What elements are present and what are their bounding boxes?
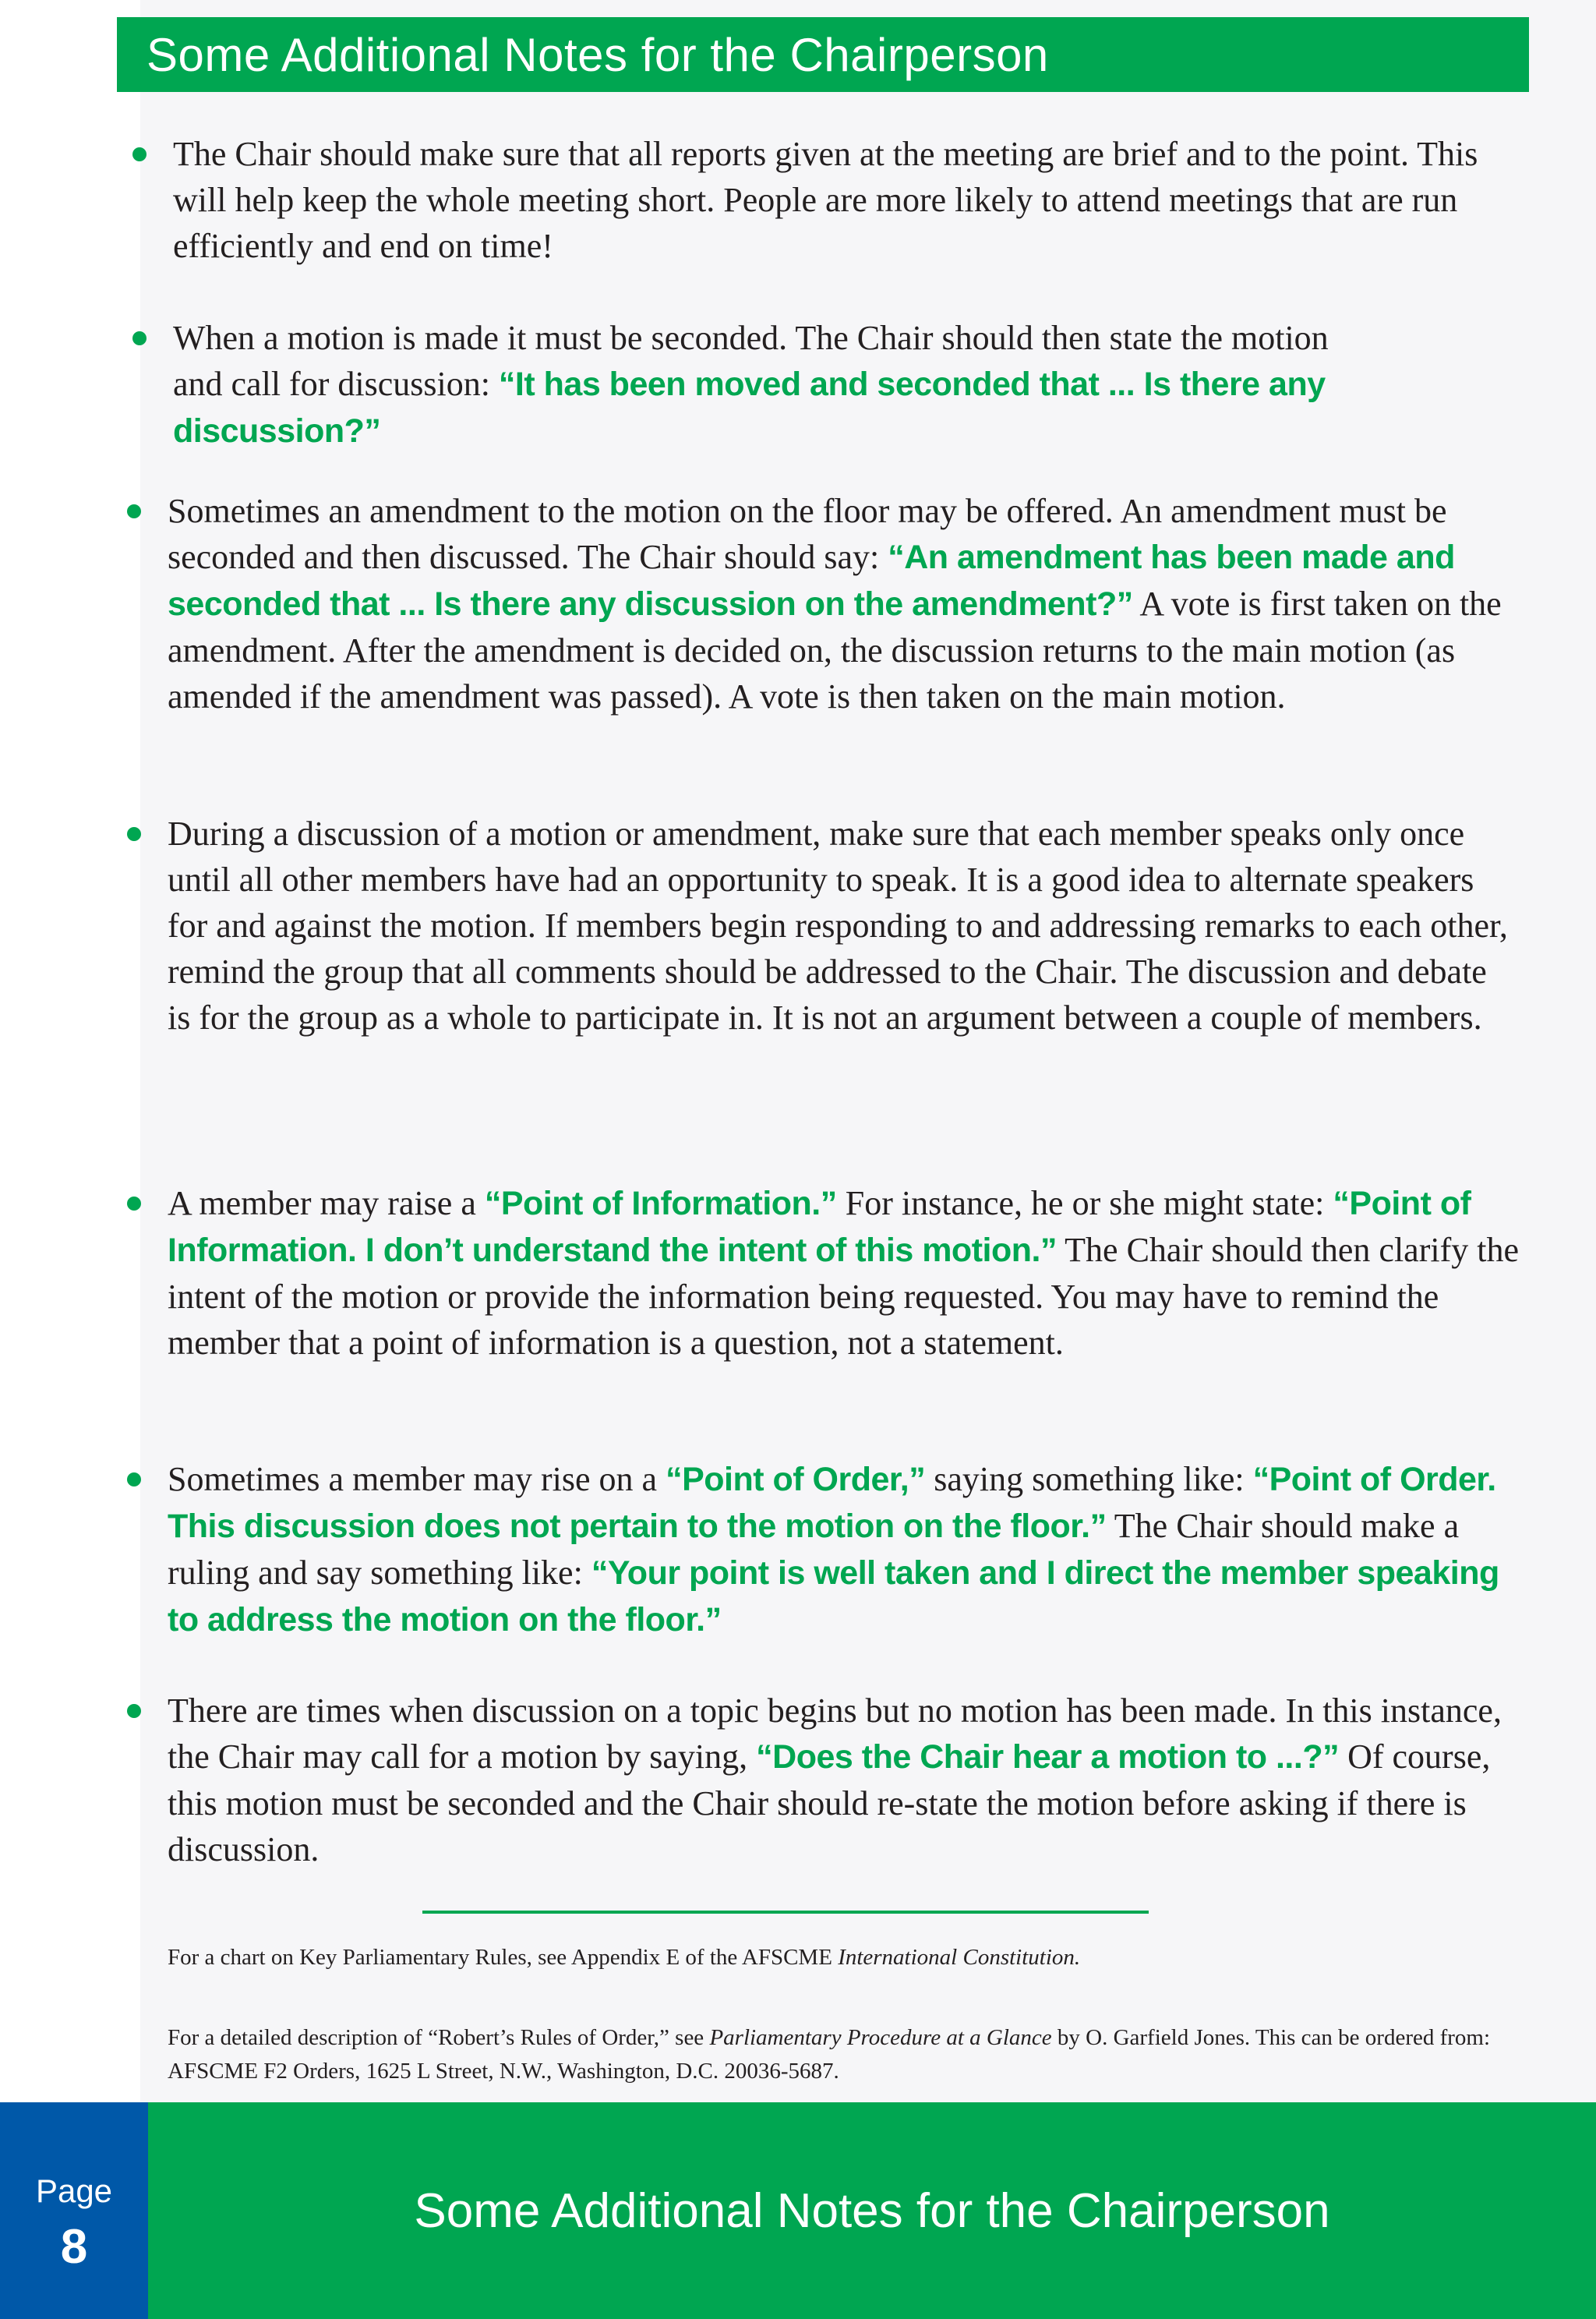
bullet-dot-icon — [127, 1472, 141, 1486]
quoted-phrase: “Point of Information. I don’t understand the intent of this motion.” — [168, 1185, 1471, 1269]
footnote — [168, 2021, 1492, 2088]
bullet-dot-icon — [132, 331, 147, 345]
bullet-text — [168, 1180, 1539, 1366]
text-run: The Chair should then clarify the intent of the motion or provide the information being requested. You may have to remind the member that a point of information is a question, not a statement. — [168, 1231, 1519, 1362]
page-number-box — [0, 2102, 148, 2319]
bullet-text — [173, 315, 1373, 454]
bullet-item — [168, 1180, 1539, 1366]
text-run: A vote is first taken on the amendment. After the amendment is decided on, the discussion returns to the main motion (as amended if the amendment was passed). A vote is then taken on the main motion. — [168, 585, 1502, 716]
italic-title: Parliamentary Procedure at a Glance — [709, 2025, 1052, 2050]
bullet-item — [173, 315, 1373, 454]
bullet-text — [168, 1456, 1508, 1643]
text-run: Of course, this motion must be seconded and the Chair should re-state the motion before asking if there is discussion. — [168, 1737, 1491, 1868]
text-run: For a detailed description of “Robert’s Rules of Order,” see — [168, 2025, 710, 2050]
text-run: by O. Garfield Jones. This can be ordered from: AFSCME F2 Orders, 1625 L Street, N.W., Washington, D.C. 20036-5687. — [168, 2025, 1491, 2084]
text-run: When a motion is made it must be seconded. The Chair should then state the motion and call for discussion: — [173, 319, 1329, 403]
section-divider — [422, 1911, 1149, 1914]
bullet-item — [168, 811, 1508, 1041]
quoted-phrase: “Point of Order,” — [666, 1461, 926, 1498]
bullet-text — [168, 811, 1508, 1041]
italic-title: International Constitution. — [838, 1945, 1081, 1970]
text-run: saying something like: — [925, 1460, 1253, 1498]
bullet-dot-icon — [127, 827, 141, 841]
footer-title: Some Additional Notes for the Chairperson — [414, 2183, 1330, 2238]
text-run: The Chair should make sure that all reports given at the meeting are brief and to the point. This will help keep the whole meeting short. People are more likely to attend meetings that are run efficiently and end on time! — [173, 135, 1478, 265]
bullet-dot-icon — [127, 1197, 141, 1211]
quoted-phrase: “It has been moved and seconded that ... Is there any discussion?” — [173, 366, 1326, 450]
quoted-phrase: “Point of Order. This discussion does not pertain to the motion on the floor.” — [168, 1461, 1496, 1545]
bullet-item — [168, 1456, 1508, 1643]
section-title: Some Additional Notes for the Chairperson — [147, 28, 1049, 81]
text-run: There are times when discussion on a topic begins but no motion has been made. In this instance, the Chair may call for a motion by saying, — [168, 1692, 1502, 1776]
text-run: For instance, he or she might state: — [836, 1184, 1333, 1222]
quoted-phrase: “Point of Information.” — [484, 1185, 837, 1222]
text-run: During a discussion of a motion or amendment, make sure that each member speaks only once until all other members have had an opportunity to speak. It is a good idea to alternate speakers for and against the motion. If members begin responding to and addressing remarks to each other, remind the group that all comments should be addressed to the Chair. The discussion and debate is for the group as a whole to participate in. It is not an argument between a couple of members. — [168, 815, 1508, 1037]
text-run: A member may raise a — [168, 1184, 485, 1222]
bullet-item — [168, 1688, 1531, 1872]
bullet-text — [168, 488, 1524, 719]
bullet-dot-icon — [127, 1704, 141, 1718]
bullet-dot-icon — [127, 504, 141, 518]
bullet-text — [168, 1688, 1531, 1872]
bullet-item — [168, 488, 1524, 719]
page-label: Page — [35, 2172, 113, 2209]
bullet-item — [173, 131, 1498, 269]
quoted-phrase: “An amendment has been made and seconded that ... Is there any discussion on the amendment?” — [168, 539, 1455, 623]
text-run: Sometimes a member may rise on a — [168, 1460, 666, 1498]
footnote — [168, 1941, 1492, 1974]
text-run: For a chart on Key Parliamentary Rules, see Appendix E of the AFSCME — [168, 1945, 839, 1970]
text-run: Sometimes an amendment to the motion on the floor may be offered. An amendment must be seconded and then discussed. The Chair should say: — [168, 492, 1447, 576]
quoted-phrase: “Your point is well taken and I direct the member speaking to address the motion on the floor.” — [168, 1554, 1499, 1639]
bullet-dot-icon — [132, 147, 147, 161]
page-number: 8 — [60, 2220, 88, 2274]
bullet-text — [173, 131, 1498, 269]
text-run: The Chair should make a ruling and say something like: — [168, 1507, 1460, 1592]
section-header — [117, 17, 1529, 92]
quoted-phrase: “Does the Chair hear a motion to ...?” — [756, 1738, 1340, 1776]
